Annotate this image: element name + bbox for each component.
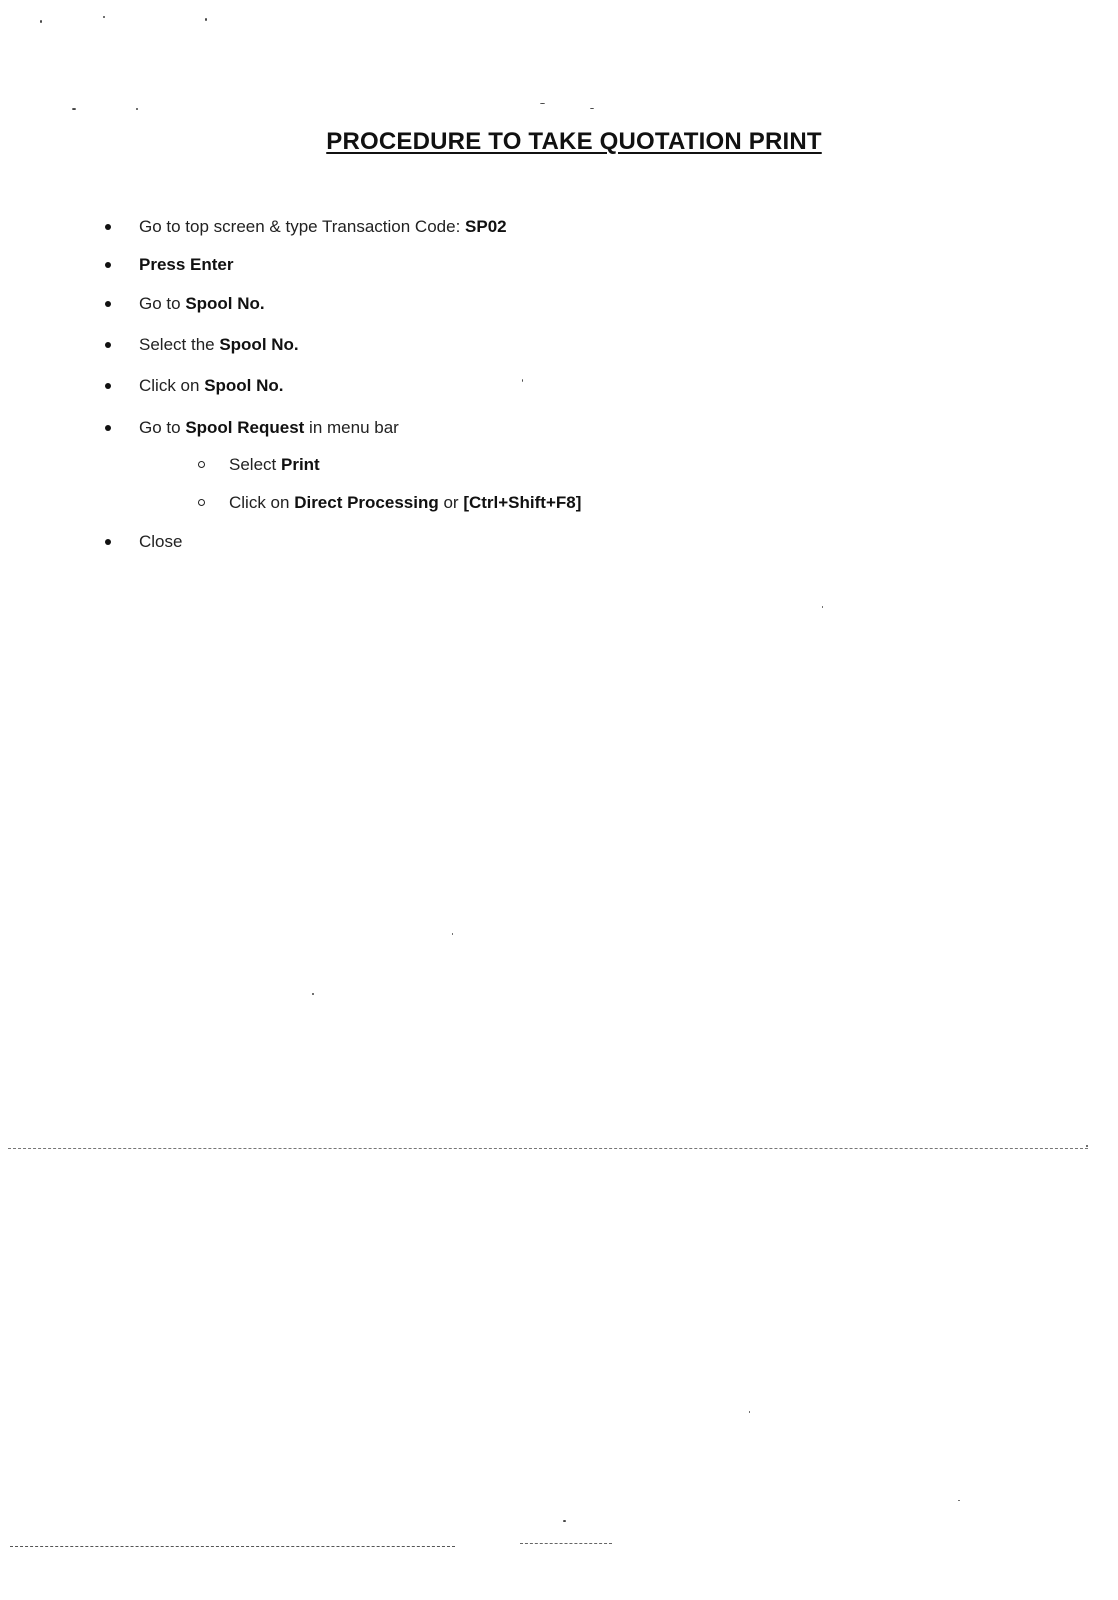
scan-speck — [136, 108, 138, 110]
circle-bullet-icon — [198, 499, 205, 506]
scan-speck — [103, 16, 105, 18]
scan-speck — [749, 1411, 750, 1413]
substep-item — [229, 493, 581, 513]
step-item — [139, 217, 507, 237]
step-text: Go to top screen & type Transaction Code: — [139, 217, 466, 236]
bullet-icon — [105, 262, 111, 268]
substep-text: Click on — [229, 493, 295, 512]
substep-text-mid: or — [438, 493, 464, 512]
step-item — [139, 532, 182, 552]
bullet-icon — [105, 301, 111, 307]
scan-speck — [40, 20, 42, 23]
bullet-icon — [105, 539, 111, 545]
scan-speck — [205, 18, 207, 21]
scan-speck — [563, 1520, 566, 1522]
scan-speck — [590, 108, 594, 109]
step-keyword: Spool No. — [185, 294, 265, 313]
step-text: Go to — [139, 294, 186, 313]
bullet-icon — [105, 342, 111, 348]
bullet-icon — [105, 425, 111, 431]
scan-speck — [958, 1500, 960, 1501]
scan-speck — [312, 993, 314, 995]
step-item — [139, 255, 234, 275]
step-item — [139, 418, 399, 438]
scan-edge-line — [520, 1543, 612, 1544]
step-item — [139, 335, 299, 355]
step-keyword: Press Enter — [139, 255, 234, 274]
step-text: Click on — [139, 376, 205, 395]
page-title: PROCEDURE TO TAKE QUOTATION PRINT — [326, 128, 822, 155]
substep-shortcut: [Ctrl+Shift+F8] — [463, 493, 582, 512]
step-text-tail: in menu bar — [304, 418, 399, 437]
substep-keyword: Direct Processing — [294, 493, 439, 512]
substep-item — [229, 455, 320, 475]
substep-keyword: Print — [280, 455, 320, 474]
step-text: Select the — [139, 335, 220, 354]
scan-speck — [822, 606, 823, 608]
step-item — [139, 294, 265, 314]
step-keyword: SP02 — [465, 217, 507, 236]
scan-speck — [72, 108, 76, 110]
bullet-icon — [105, 224, 111, 230]
step-keyword: Spool Request — [185, 418, 305, 437]
substep-text: Select — [229, 455, 281, 474]
scan-speck — [522, 379, 523, 382]
step-item — [139, 376, 284, 396]
scan-edge-line — [10, 1546, 455, 1547]
scan-fold-line — [8, 1148, 1088, 1149]
step-text: Close — [139, 532, 183, 551]
bullet-icon — [105, 383, 111, 389]
step-text: Go to — [139, 418, 186, 437]
step-keyword: Spool No. — [204, 376, 284, 395]
scan-speck — [540, 103, 545, 104]
circle-bullet-icon — [198, 461, 205, 468]
step-keyword: Spool No. — [219, 335, 299, 354]
scan-speck — [1086, 1145, 1088, 1147]
scan-speck — [452, 933, 453, 935]
